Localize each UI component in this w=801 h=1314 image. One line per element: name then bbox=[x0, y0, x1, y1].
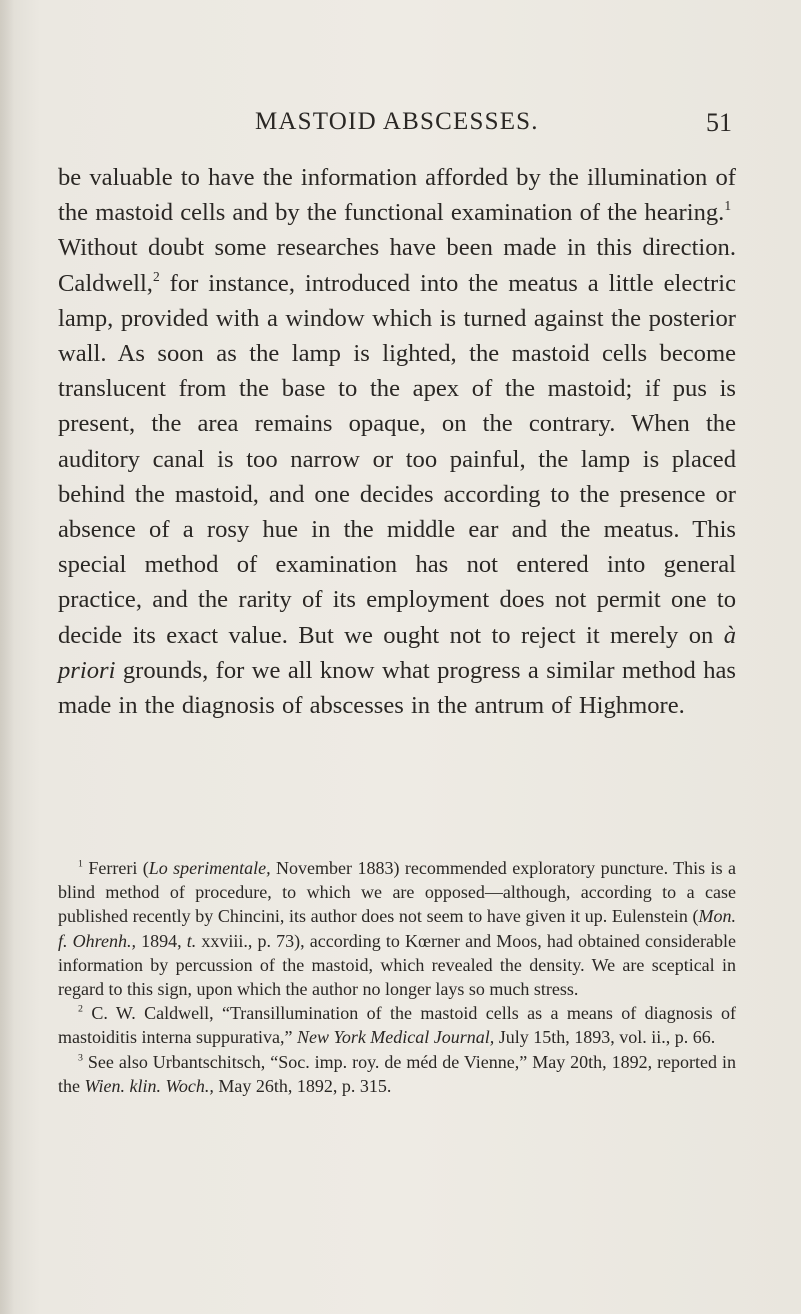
footnote-2 bbox=[58, 1001, 736, 1049]
page-number: 51 bbox=[706, 108, 732, 137]
footnote-italic: Wien. klin. Woch., bbox=[84, 1075, 214, 1096]
footnote-text: See also Urbantschitsch, “Soc. imp. roy. de méd de Vienne,” May 20th, 1892, reported in the bbox=[58, 1051, 736, 1096]
italic-a-priori: à priori bbox=[58, 621, 736, 684]
footnote-marker: 1 bbox=[78, 858, 83, 870]
footnote-text: May 26th, 1892, p. 315. bbox=[213, 1075, 392, 1096]
footnote-text: November 1883) recommended exploratory puncture. This is a blind method of procedure, to which we are opposed—although, according to a case published recently by Chincini, its author does not seem to have given it up. Eulenstein ( bbox=[58, 858, 736, 927]
footnote-1 bbox=[58, 856, 736, 1001]
paragraph-2 bbox=[58, 230, 736, 723]
page-gutter-shadow bbox=[0, 0, 14, 1314]
footnote-italic: Lo sperimentale, bbox=[148, 858, 271, 878]
paragraph-2-text-c: grounds, for we all know what progress a similar method has made in the diagnosis of abscesses in the antrum of Highmore. bbox=[58, 656, 736, 720]
footnote-italic: Mon. f. Ohrenh., bbox=[58, 906, 736, 951]
footnote-text: 1894, bbox=[135, 930, 187, 951]
footnotes bbox=[58, 856, 736, 1098]
footnote-ref-1: 1 bbox=[724, 198, 732, 214]
running-head bbox=[112, 108, 732, 144]
paragraph-1-text: be valuable to have the information afforded by the illumination of the mastoid cells and by the functional examination of the hearing. bbox=[58, 164, 736, 227]
running-title: MASTOID ABSCESSES. bbox=[255, 108, 539, 135]
body-text bbox=[58, 160, 736, 723]
footnote-text: xxviii., p. 73), according to Kœrner and Moos, had obtained considerable information by percussion of the mastoid, which revealed the density. We are sceptical in regard to this sign, upon which the author no longer lays so much stress. bbox=[58, 930, 737, 1000]
footnote-ref-2: 2 bbox=[152, 268, 160, 284]
footnote-text: Ferreri ( bbox=[82, 858, 149, 878]
footnote-marker: 2 bbox=[78, 1003, 83, 1015]
footnote-text: July 15th, 1893, vol. ii., p. 66. bbox=[494, 1027, 716, 1048]
paragraph-1 bbox=[58, 160, 736, 230]
paragraph-2-text-b: for instance, introduced into the meatus a little electric lamp, provided with a window which is turned against the posterior wall. As soon as the lamp is lighted, the mastoid cells become translucent from the base to the apex of the mastoid; if pus is present, the area remains opaque, on the contrary. When the auditory canal is too narrow or too painful, the lamp is placed behind the mastoid, and one decides according to the presence or absence of a rosy hue in the middle ear and the meatus. This special method of examination has not entered into general practice, and the rarity of its employment does not permit one to decide its exact value. But we ought not to reject it merely on bbox=[58, 269, 736, 649]
footnote-text: C. W. Caldwell, “Transillumination of the mastoid cells as a means of diagnosis of mastoiditis interna suppurativa,” bbox=[58, 1003, 736, 1048]
footnote-italic: t. bbox=[186, 930, 197, 951]
footnote-italic: New York Medical Journal, bbox=[296, 1027, 495, 1048]
footnote-3 bbox=[58, 1050, 736, 1098]
paragraph-2-text-a: Without doubt some researches have been made in this direction. Caldwell, bbox=[58, 234, 736, 297]
footnote-marker: 3 bbox=[78, 1052, 83, 1064]
